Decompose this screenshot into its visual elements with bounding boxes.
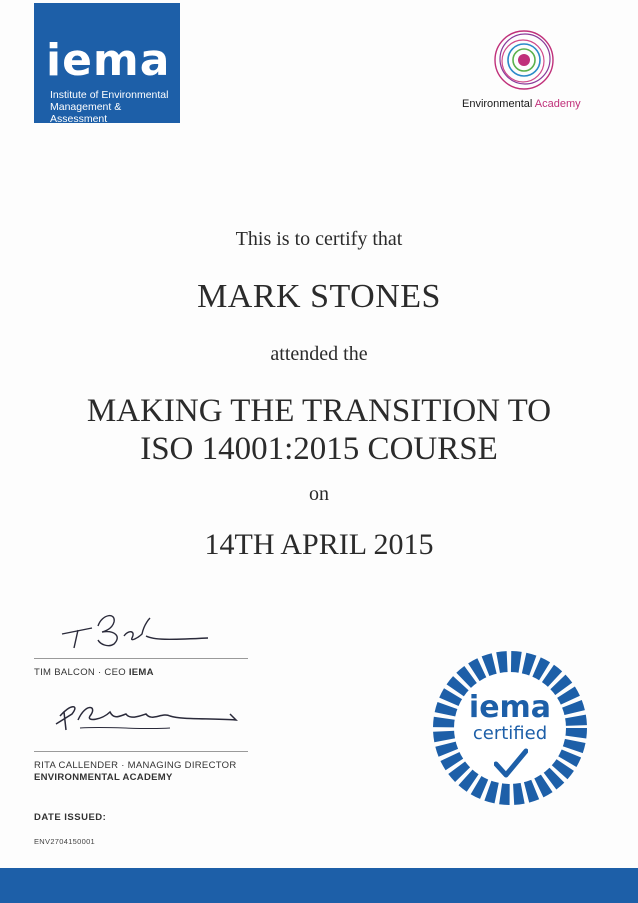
signature-line-2 bbox=[34, 751, 248, 752]
signatory-2-org: ENVIRONMENTAL ACADEMY bbox=[34, 772, 173, 783]
iema-logo-word: iema bbox=[46, 35, 171, 86]
footer-blue-bar bbox=[0, 868, 638, 903]
iema-logo-subtitle bbox=[50, 89, 180, 125]
course-title bbox=[0, 392, 638, 468]
environmental-academy-logo bbox=[458, 28, 588, 118]
course-title-line1: MAKING THE TRANSITION TO bbox=[86, 393, 552, 429]
certify-statement: This is to certify that bbox=[235, 228, 403, 250]
certificate-reference: ENV2704150001 bbox=[34, 837, 96, 846]
academy-logo-word1: Environmental bbox=[462, 98, 533, 110]
signature-line-1 bbox=[34, 658, 248, 659]
checkmark-icon bbox=[494, 748, 528, 778]
badge-certified-text: certified bbox=[472, 723, 548, 744]
iema-logo-line1: Institute of Environmental bbox=[50, 89, 169, 101]
academy-swirl-icon bbox=[492, 28, 556, 92]
academy-logo-text bbox=[462, 98, 581, 110]
academy-logo-word2: Academy bbox=[534, 98, 581, 110]
signatory-2-caption bbox=[34, 760, 237, 784]
signatory-1-name-title: TIM BALCON · CEO bbox=[34, 667, 129, 678]
badge-word: iema bbox=[468, 690, 552, 725]
signatory-1-org: IEMA bbox=[128, 667, 154, 678]
signatory-2-name-title: RITA CALLENDER · MANAGING DIRECTOR bbox=[34, 760, 237, 771]
course-date: 14TH APRIL 2015 bbox=[204, 528, 434, 561]
on-text: on bbox=[309, 483, 329, 505]
signature-tim-balcon bbox=[58, 604, 218, 652]
signatory-1-caption bbox=[34, 667, 154, 678]
attended-text: attended the bbox=[270, 343, 368, 365]
iema-logo bbox=[34, 3, 180, 123]
recipient-name: MARK STONES bbox=[197, 278, 441, 315]
badge-center bbox=[454, 672, 566, 784]
iema-logo-line2: Management & Assessment bbox=[50, 101, 122, 125]
signature-rita-callender bbox=[50, 690, 250, 738]
date-issued-label: DATE ISSUED: bbox=[34, 812, 107, 823]
iema-certified-badge bbox=[430, 648, 590, 808]
course-title-line2: ISO 14001:2015 COURSE bbox=[140, 431, 498, 467]
